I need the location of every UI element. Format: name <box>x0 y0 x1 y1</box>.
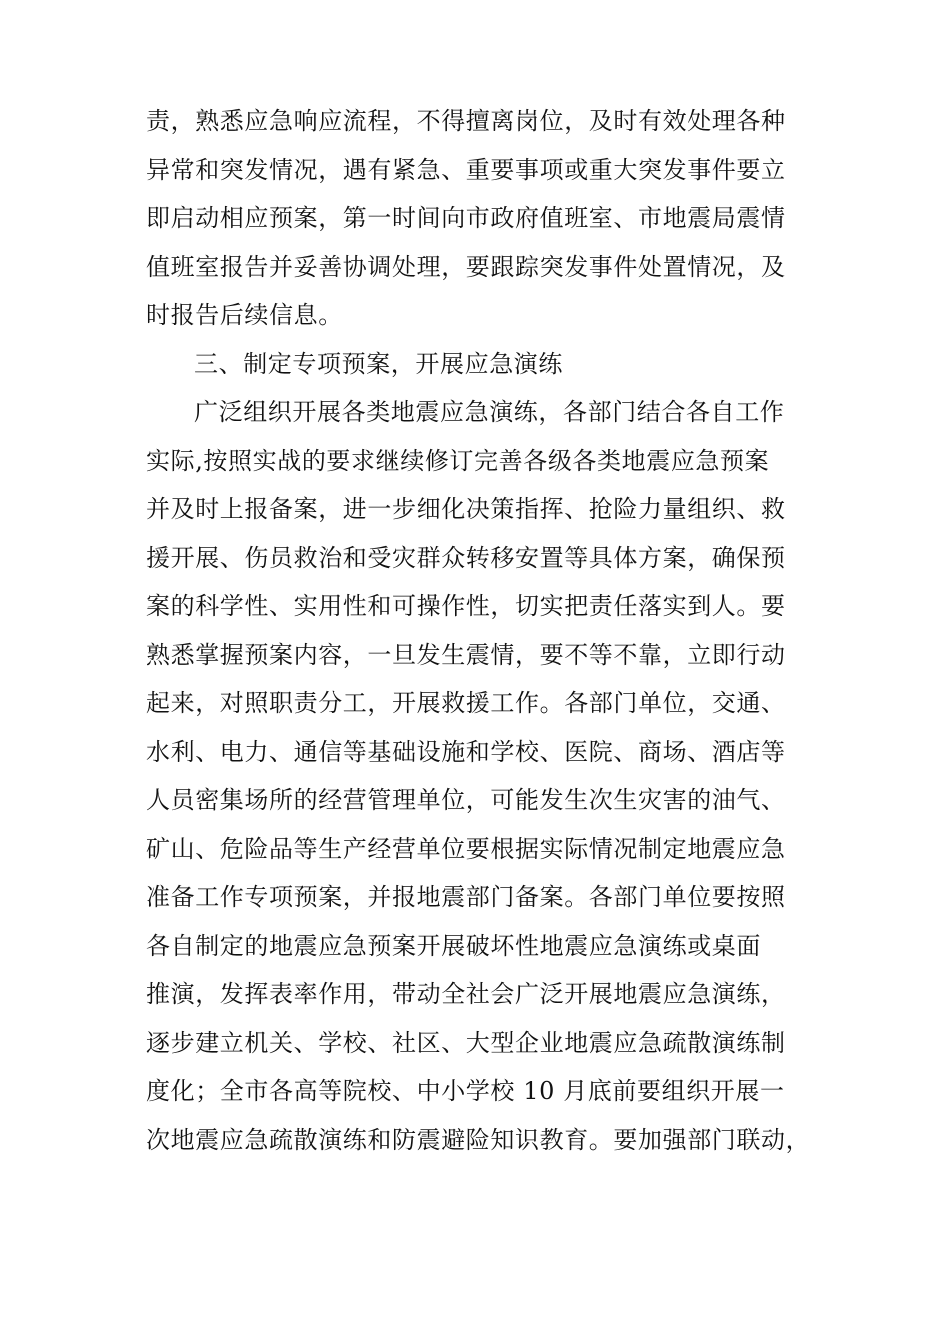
text-line: 起来，对照职责分工，开展救援工作。各部门单位，交通、 <box>146 689 786 717</box>
text-line: 逐步建立机关、学校、社区、大型企业地震应急疏散演练制 <box>146 1028 786 1057</box>
text-line: 并及时上报备案，进一步细化决策指挥、抢险力量组织、救 <box>146 495 786 523</box>
text-line: 熟悉掌握预案内容，一旦发生震情，要不等不靠，立即行动 <box>146 640 786 669</box>
text-line: 责，熟悉应急响应流程，不得擅离岗位，及时有效处理各种 <box>146 107 786 135</box>
document-body <box>146 97 846 1164</box>
text-line: 值班室报告并妥善协调处理，要跟踪突发事件处置情况，及 <box>146 252 786 281</box>
text-line: 时报告后续信息。 <box>146 301 343 329</box>
text-line: 矿山、危险品等生产经营单位要根据实际情况制定地震应急 <box>146 834 786 863</box>
text-line: 度化；全市各高等院校、中小学校 10 月底前要组织开展一 <box>146 1077 785 1105</box>
text-line: 即启动相应预案，第一时间向市政府值班室、市地震局震情 <box>146 204 786 232</box>
text-line: 援开展、伤员救治和受灾群众转移安置等具体方案，确保预 <box>146 543 786 572</box>
text-line: 案的科学性、实用性和可操作性，切实把责任落实到人。要 <box>146 592 786 620</box>
text-line: 准备工作专项预案，并报地震部门备案。各部门单位要按照 <box>146 883 786 911</box>
text-line: 各自制定的地震应急预案开展破坏性地震应急演练或桌面 <box>146 931 761 960</box>
paragraph-first-line: 广泛组织开展各类地震应急演练，各部门结合各自工作 <box>194 398 785 426</box>
text-line: 人员密集场所的经营管理单位，可能发生次生灾害的油气、 <box>146 786 786 814</box>
text-line: 次地震应急疏散演练和防震避险知识教育。要加强部门联动， <box>146 1125 811 1154</box>
text-line: 实际,按照实战的要求继续修订完善各级各类地震应急预案 <box>146 446 770 475</box>
text-line: 推演，发挥表率作用，带动全社会广泛开展地震应急演练， <box>146 980 786 1008</box>
section-heading: 三、制定专项预案，开展应急演练 <box>194 349 563 378</box>
text-line: 水利、电力、通信等基础设施和学校、医院、商场、酒店等 <box>146 737 786 766</box>
text-line: 异常和突发情况，遇有紧急、重要事项或重大突发事件要立 <box>146 155 786 184</box>
